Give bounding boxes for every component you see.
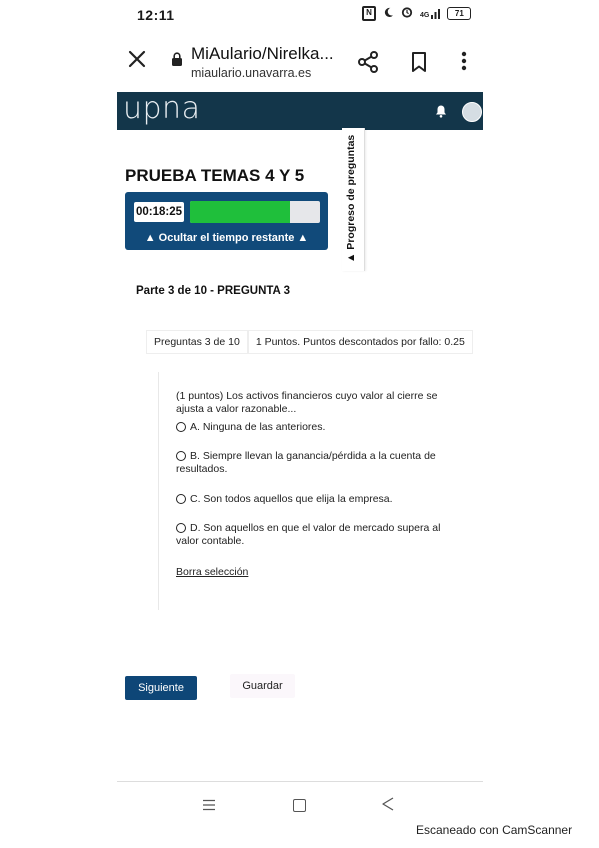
hide-timer-toggle[interactable]: ▲ Ocultar el tiempo restante ▲ — [144, 232, 309, 244]
save-button[interactable]: Guardar — [230, 674, 295, 698]
url-domain[interactable]: miaulario.unavarra.es — [191, 66, 312, 80]
question-card-border — [158, 372, 159, 610]
option-c[interactable] — [176, 493, 456, 506]
option-a[interactable] — [176, 421, 456, 434]
question-count: Preguntas 3 de 10 — [146, 330, 248, 354]
timer-progress-bar — [190, 201, 320, 223]
radio-button[interactable] — [176, 422, 186, 432]
signal-icon — [420, 9, 440, 19]
camscanner-watermark: Escaneado con CamScanner — [416, 823, 573, 837]
quiz-title: PRUEBA TEMAS 4 Y 5 — [125, 166, 305, 185]
status-time: 12:11 — [137, 7, 175, 23]
clear-selection-link[interactable]: Borra selección — [176, 566, 249, 578]
close-icon[interactable] — [127, 47, 151, 71]
timer-progress-fill — [190, 201, 290, 223]
moon-icon — [383, 7, 394, 21]
more-vertical-icon[interactable] — [460, 50, 468, 72]
question-info — [146, 330, 473, 354]
alarm-icon — [401, 6, 413, 21]
battery-icon: 71 — [447, 7, 471, 20]
option-b-label: B. Siempre llevan la ganancia/pérdida a la cuenta de resultados. — [176, 450, 436, 475]
option-d-label: D. Son aquellos en que el valor de mercado supera al valor contable. — [176, 522, 441, 547]
option-d[interactable] — [176, 522, 456, 548]
question-progress-label: ▲ Progreso de preguntas — [345, 134, 357, 263]
menu-icon[interactable] — [203, 798, 215, 810]
option-c-label: C. Son todos aquellos que elija la empresa. — [190, 493, 393, 505]
page-title[interactable]: MiAulario/Nirelka... — [191, 44, 334, 63]
share-icon[interactable] — [356, 50, 380, 74]
question-progress-tab[interactable] — [342, 128, 365, 271]
site-header — [117, 92, 483, 130]
network-type-label: 4G — [420, 11, 430, 19]
radio-button[interactable] — [176, 523, 186, 533]
timer-box — [125, 192, 328, 250]
question-text: (1 puntos) Los activos financieros cuyo valor al cierre se ajusta a valor razonable... — [176, 390, 438, 415]
bookmark-icon[interactable] — [410, 51, 428, 73]
nav-divider — [117, 781, 483, 782]
radio-button[interactable] — [176, 451, 186, 461]
option-a-label: A. Ninguna de las anteriores. — [190, 421, 326, 433]
status-icons — [362, 6, 471, 21]
lock-icon — [171, 52, 183, 66]
timer-value: 00:18:25 — [134, 202, 184, 222]
question-points: 1 Puntos. Puntos descontados por fallo: 0.25 — [248, 330, 473, 354]
option-b[interactable] — [176, 450, 456, 476]
home-icon[interactable] — [293, 799, 306, 812]
bell-icon[interactable] — [435, 104, 447, 118]
next-button[interactable]: Siguiente — [125, 676, 197, 700]
nfc-icon: N — [362, 6, 376, 21]
upna-logo[interactable]: upna — [123, 91, 201, 126]
radio-button[interactable] — [176, 494, 186, 504]
avatar-icon[interactable] — [462, 102, 482, 122]
part-heading: Parte 3 de 10 - PREGUNTA 3 — [136, 285, 291, 297]
back-icon[interactable] — [382, 797, 394, 811]
